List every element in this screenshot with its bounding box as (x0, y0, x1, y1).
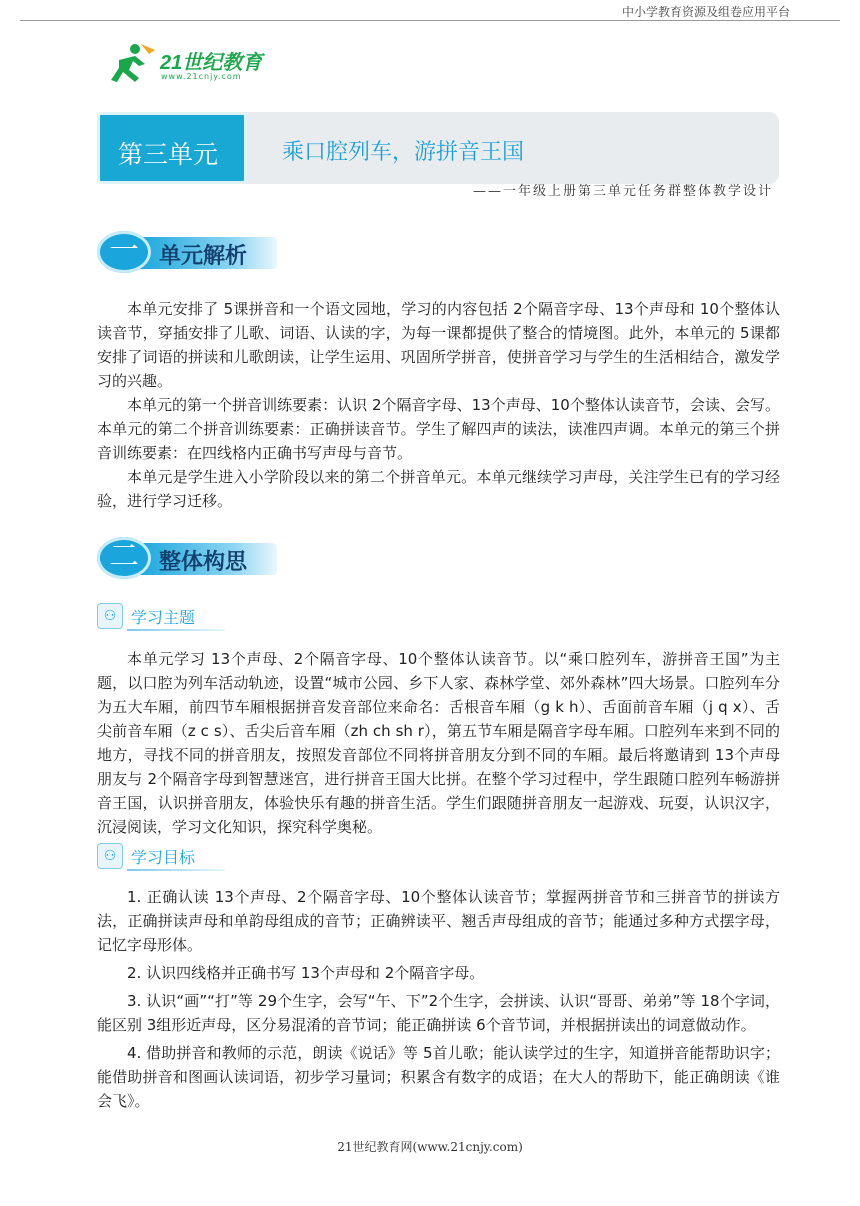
paragraph: 本单元是学生进入小学阶段以来的第二个拼音单元。本单元继续学习声母，关注学生已有的学习经验，进行学习迁移。 (97, 468, 780, 510)
unit-banner (97, 112, 779, 186)
learning-theme-heading: ⚇ 学习主题 (97, 603, 227, 631)
platform-note: 中小学教育资源及组卷应用平台 (621, 5, 790, 19)
learning-goals-heading: ⚇ 学习目标 (97, 843, 227, 871)
section-2-heading: 整体构思 二 (97, 537, 287, 579)
share-icon: ⚇ (97, 603, 123, 629)
goal-item: 2. 认识四线格并正确书写 13个声母和 2个隔音字母。 (127, 964, 485, 982)
section-1-body (97, 297, 780, 513)
paragraph: 本单元的第一个拼音训练要素：认识 2个隔音字母、13个声母、10个整体认读音节，会读、会写。本单元的第二个拼音训练要素：正确拼读音节。学生了解四声的读法，读准四声调。本单元的第三个拼音训练要素：在四线格内正确书写声母与音节。 (97, 396, 780, 462)
share-icon: ⚇ (97, 843, 123, 869)
paragraph: 本单元安排了 5课拼音和一个语文园地，学习的内容包括 2个隔音字母、13个声母和 10个整体认读音节，穿插安排了儿歌、词语、认读的字，为每一课都提供了整合的情境图。此外，本单元的 5课都安排了词语的拼读和儿歌朗读，让学生运用、巩固所学拼音，使拼音学习与学生的生活相结合，激发学习的兴趣。 (97, 300, 780, 390)
unit-label-tag: 第三单元 (97, 112, 247, 184)
section-1-heading: 单元解析 一 (97, 231, 287, 273)
footer: 21世纪教育网(www.21cnjy.com) (337, 1140, 523, 1154)
goal-item: 1. 正确认读 13个声母、2个隔音字母、10个整体认读音节；掌握两拼音节和三拼音节的拼读方法，正确拼读声母和单韵母组成的音节；正确辨读平、翘舌声母组成的音节；能通过多种方式摆字母，记忆字母形体。 (97, 888, 780, 954)
paragraph: 本单元学习 13个声母、2个隔音字母、10个整体认读音节。以“乘口腔列车，游拼音王国”为主题，以口腔为列车活动轨迹，设置“城市公园、乡下人家、森林学堂、郊外森林”四大场景。口腔列车分为五大车厢，前四节车厢根据拼音发音部位来命名：舌根音车厢（g k h）、舌面前音车厢（j q x）、舌尖前音车厢（z c s）、舌尖后音车厢（zh ch sh r），第五节车厢是隔音字母车厢。口腔列车来到不同的地方，寻找不同的拼音朋友，按照发音部位不同将拼音朋友分到不同的车厢。最后将邀请到 13个声母朋友与 2个隔音字母到智慧迷宫，进行拼音王国大比拼。在整个学习过程中，学生跟随口腔列车畅游拼音王国，认识拼音朋友，体验快乐有趣的拼音生活。学生们跟随拼音朋友一起游戏、玩耍，认识汉字，沉浸阅读，学习文化知识，探究科学奥秘。 (97, 650, 780, 836)
logo (105, 42, 275, 87)
learning-goals-list (97, 885, 780, 1117)
goal-item: 3. 认识“画”“打”等 29个生字，会写“午、下”2个生字，会拼读、认识“哥哥、弟弟”等 18个字词，能区别 3组形近声母，区分易混淆的音节词；能正确拼读 6个音节词，并根据拼读出的词意做动作。 (97, 992, 780, 1034)
section-2-number: 二 (97, 537, 151, 579)
learning-theme-body (97, 647, 780, 839)
header-rule (20, 20, 840, 21)
section-1-number: 一 (97, 231, 151, 273)
unit-title: 乘口腔列车，游拼音王国 (282, 140, 525, 165)
goal-item: 4. 借助拼音和教师的示范，朗读《说话》等 5首儿歌；能认读学过的生字，知道拼音能帮助识字；能借助拼音和图画认读词语，初步学习量词；积累含有数字的成语；在大人的帮助下，能正确朗读《谁会飞》。 (97, 1044, 780, 1110)
logo-url: www.21cnjy.com (161, 72, 242, 81)
runner-icon (105, 42, 157, 86)
unit-subtitle: ——一年级上册第三单元任务群整体教学设计 (473, 184, 774, 199)
logo-text: 21世纪教育 (160, 52, 263, 74)
